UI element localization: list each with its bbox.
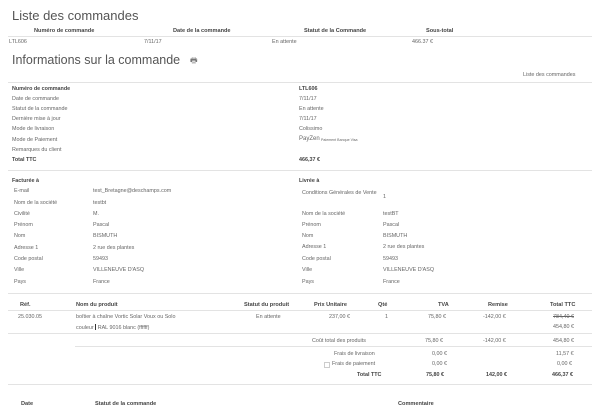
- shipping-cgv-value: 1: [383, 194, 386, 200]
- payment-fee-checkbox[interactable]: [324, 362, 330, 368]
- billing-civility-value: M.: [93, 211, 99, 217]
- billing-country-value: France: [93, 279, 110, 285]
- shipping-company-value: testBT: [383, 211, 399, 217]
- list-header-date: Date de la commande: [173, 28, 231, 34]
- history-header-status: Statut de la commande: [95, 401, 157, 407]
- totals-products-tva: 75,80 €: [425, 338, 443, 344]
- list-row-date: 7/11/17: [144, 39, 162, 45]
- product-qty: 1: [385, 314, 388, 320]
- total-ttc-value: 466,37 €: [299, 157, 320, 163]
- products-header-ref: Réf.: [20, 302, 31, 308]
- totals-shipping-label: Frais de livraison: [334, 351, 375, 357]
- info-divider: [8, 82, 592, 83]
- section-divider: [8, 170, 592, 171]
- list-header-status: Statut de la Commande: [304, 28, 367, 34]
- list-row-status: En attente: [272, 39, 297, 45]
- billing-firstname-label: Prénom: [14, 222, 33, 228]
- product-total-old: 784,40 €: [553, 314, 574, 320]
- billing-address-value: 2 rue des plantes: [93, 245, 135, 251]
- products-header-status: Statut du produit: [244, 302, 290, 308]
- shipping-firstname-label: Prénom: [302, 222, 321, 228]
- order-number-label: Numéro de commande: [12, 86, 71, 92]
- product-total-new: 454,80 €: [553, 324, 574, 330]
- shipping-title: Livrée à: [299, 178, 320, 184]
- color-swatch-bar: [95, 324, 96, 330]
- shipping-lastname-value: BISMUTH: [383, 233, 408, 239]
- billing-email-value: test_Bretagne@deschamps.com: [93, 188, 172, 194]
- billing-firstname-value: Pascal: [93, 222, 110, 228]
- product-status: En attente: [256, 314, 281, 320]
- total-ttc-label: Total TTC: [12, 157, 37, 163]
- totals-payment-total: 0,00 €: [557, 361, 572, 367]
- product-row-divider: [8, 333, 592, 334]
- billing-city-label: Ville: [14, 267, 25, 273]
- totals-products-discount: -142,00 €: [483, 338, 506, 344]
- payment-mode-value: PayZen: [299, 136, 320, 142]
- product-option-value: RAL 9016 blanc (ffffff): [97, 325, 150, 331]
- products-header-discount: Remise: [488, 302, 508, 308]
- shipping-address-value: 2 rue des plantes: [383, 244, 425, 250]
- shipping-lastname-label: Nom: [302, 233, 314, 239]
- delivery-mode-value: Colissimo: [299, 126, 323, 132]
- products-header-unit-price: Prix Unitaire: [314, 302, 347, 308]
- billing-lastname-label: Nom: [14, 233, 26, 239]
- products-header-qty: Qté: [378, 302, 388, 308]
- last-update-label: Dernière mise à jour: [12, 116, 61, 122]
- billing-civility-label: Civilité: [14, 211, 30, 217]
- product-discount: -142,00 €: [483, 314, 506, 320]
- billing-company-value: testbt: [93, 200, 107, 206]
- shipping-firstname-value: Pascal: [383, 222, 400, 228]
- shipping-company-label: Nom de la société: [302, 211, 346, 217]
- products-top-divider: [8, 293, 592, 294]
- billing-country-label: Pays: [14, 279, 26, 285]
- list-row-subtotal: 466.37 €: [412, 39, 433, 45]
- last-update-value: 7/11/17: [299, 116, 317, 122]
- history-header-date: Date: [21, 401, 34, 407]
- list-title: Liste des commandes: [12, 8, 139, 23]
- payment-mode-label: Mode de Paiement: [12, 137, 58, 143]
- list-header-subtotal: Sous-total: [426, 28, 454, 34]
- list-divider: [8, 36, 592, 37]
- products-header-tva: TVA: [438, 302, 449, 308]
- shipping-postcode-value: 59493: [383, 256, 398, 262]
- product-name-line2: [76, 324, 149, 331]
- product-tva: 75,80 €: [428, 314, 446, 320]
- billing-city-value: VILLENEUVE D'ASQ: [93, 267, 145, 273]
- product-option-label: couleur: [76, 325, 94, 331]
- delivery-mode-label: Mode de livraison: [12, 126, 55, 132]
- shipping-cgv-label: Conditions Générales de Vente: [302, 190, 377, 196]
- info-title: Informations sur la commande: [12, 53, 181, 67]
- totals-ttc-tva: 75,80 €: [426, 372, 444, 378]
- totals-ttc-label: Total TTC: [357, 372, 382, 378]
- list-row-number[interactable]: LTL606: [9, 39, 27, 45]
- order-date-value: 7/11/17: [299, 96, 317, 102]
- totals-divider: [75, 346, 592, 347]
- billing-title: Facturée à: [12, 178, 39, 184]
- shipping-country-label: Pays: [302, 279, 314, 285]
- totals-products-total: 454,80 €: [553, 338, 574, 344]
- shipping-city-label: Ville: [302, 267, 313, 273]
- products-header-total: Total TTC: [550, 302, 576, 308]
- printer-icon[interactable]: 🖶: [190, 56, 198, 65]
- totals-ttc-discount: 142,00 €: [486, 372, 507, 378]
- history-top-divider: [8, 384, 592, 385]
- products-header-divider: [8, 310, 592, 311]
- totals-shipping-total: 11,57 €: [556, 351, 574, 357]
- order-status-label: Statut de la commande: [12, 106, 68, 112]
- order-number-value: LTL606: [299, 86, 318, 92]
- payment-mode-note: Paiement Banque Visa: [321, 138, 358, 142]
- customer-remarks-label: Remarques du client: [12, 147, 62, 153]
- billing-email-label: E-mail: [14, 188, 30, 194]
- totals-products-label: Coût total des produits: [312, 338, 366, 344]
- shipping-postcode-label: Code postal: [302, 256, 331, 262]
- order-status-value: En attente: [299, 106, 324, 112]
- totals-shipping-tva: 0,00 €: [432, 351, 447, 357]
- shipping-address-label: Adresse 1: [302, 244, 327, 250]
- shipping-city-value: VILLENEUVE D'ASQ: [383, 267, 435, 273]
- history-header-comment: Commentaire: [398, 401, 434, 407]
- totals-payment-tva: 0,00 €: [432, 361, 447, 367]
- billing-postcode-value: 59493: [93, 256, 108, 262]
- billing-address-label: Adresse 1: [14, 245, 39, 251]
- product-ref: 25.030.05: [18, 314, 42, 320]
- products-header-name: Nom du produit: [76, 302, 118, 308]
- product-name-line1[interactable]: boîtier à chaîne Vortic Solar Voux ou Solo: [76, 314, 176, 320]
- totals-ttc-total: 466,37 €: [552, 372, 573, 378]
- billing-lastname-value: BISMUTH: [93, 233, 118, 239]
- billing-company-label: Nom de la société: [14, 200, 58, 206]
- order-date-label: Date de commande: [12, 96, 60, 102]
- billing-postcode-label: Code postal: [14, 256, 43, 262]
- product-unit-price: 237,00 €: [329, 314, 350, 320]
- totals-payment-label: Frais de paiement: [332, 361, 376, 367]
- list-header-number: Numéro de commande: [34, 28, 95, 34]
- back-to-list-link[interactable]: Liste des commandes: [523, 72, 576, 78]
- shipping-country-value: France: [383, 279, 400, 285]
